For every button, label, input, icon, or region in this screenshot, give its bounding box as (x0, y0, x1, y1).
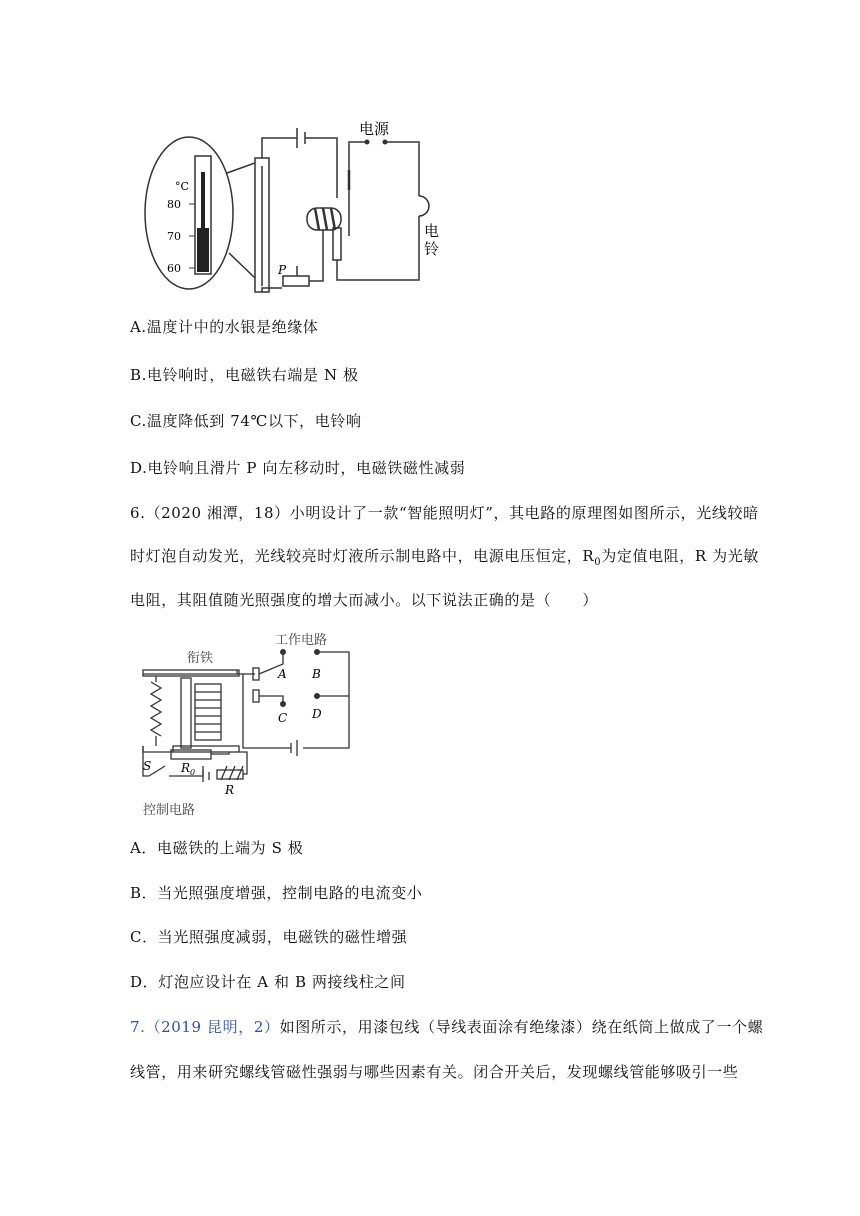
mercury-column (197, 228, 209, 272)
tick-60: 60 (167, 262, 181, 275)
q6-line-2-sub: 0 (594, 557, 602, 568)
q7-line-1-text: 如图所示，用漆包线（导线表面涂有绝缘漆）绕在纸筒上做成了一个螺 (279, 1018, 764, 1036)
magnifier-circle (145, 137, 233, 289)
label-power: 电源 (359, 120, 390, 138)
q6-line-2 (130, 546, 759, 573)
q7-number-source: 7.（2019 昆明，2） (130, 1018, 280, 1036)
label-r0 (180, 761, 195, 777)
q6-option-b: B．当光照强度增强，控制电路的电流变小 (130, 884, 423, 902)
q7-line-1 (130, 1017, 763, 1037)
q5-option-b: B.电铃响时，电磁铁右端是 N 极 (130, 366, 359, 384)
label-b: B (312, 667, 321, 681)
q6-option-c: C．当光照强度减弱，电磁铁的磁性增强 (130, 928, 408, 946)
label-d: D (312, 707, 322, 721)
figure-relay-circuit (137, 626, 359, 820)
label-a: A (278, 667, 287, 681)
tick-80: 80 (167, 198, 181, 211)
label-s: S (143, 759, 152, 773)
figure-thermometer-circuit (137, 118, 450, 298)
q5-option-c: C.温度降低到 74℃以下，电铃响 (130, 412, 362, 430)
circuit-diagram-1 (137, 118, 450, 298)
q6-option-a: A．电磁铁的上端为 S 极 (130, 839, 304, 857)
q6-line-2-b: 为定值电阻，R 为光敏 (601, 547, 759, 565)
unit-label: °C (175, 180, 189, 193)
label-r: R (225, 783, 235, 797)
label-r0-sub: 0 (190, 768, 196, 777)
tick-70: 70 (167, 230, 181, 243)
label-control-circuit: 控制电路 (143, 803, 196, 818)
label-r0-main: R (181, 761, 191, 775)
q6-line-2-a: 时灯泡自动发光，光线较亮时灯液所示制电路中，电源电压恒定，R (130, 547, 595, 565)
q5-option-d: D.电铃响且滑片 P 向左移动时，电磁铁磁性减弱 (130, 459, 466, 477)
q6-option-d: D．灯泡应设计在 A 和 B 两接线柱之间 (130, 973, 406, 991)
label-armature: 衔铁 (187, 651, 214, 666)
label-bell-2: 铃 (424, 240, 440, 258)
q6-line-3: 电阻，其阻值随光照强度的增大而减小。以下说法正确的是（ ） (130, 591, 599, 609)
label-bell-1: 电 (424, 222, 440, 240)
label-c: C (278, 711, 288, 725)
q5-option-a: A.温度计中的水银是绝缘体 (130, 318, 319, 336)
q6-line-1: 6.（2020 湘潭，18）小明设计了一款“智能照明灯”，其电路的原理图如图所示，光线较暗 (130, 504, 759, 522)
circuit-diagram-2 (137, 626, 359, 820)
label-p: P (278, 263, 287, 277)
label-work-circuit: 工作电路 (275, 633, 328, 648)
q7-line-2: 线管，用来研究螺线管磁性强弱与哪些因素有关。闭合开关后，发现螺线管能够吸引一些 (130, 1063, 739, 1081)
